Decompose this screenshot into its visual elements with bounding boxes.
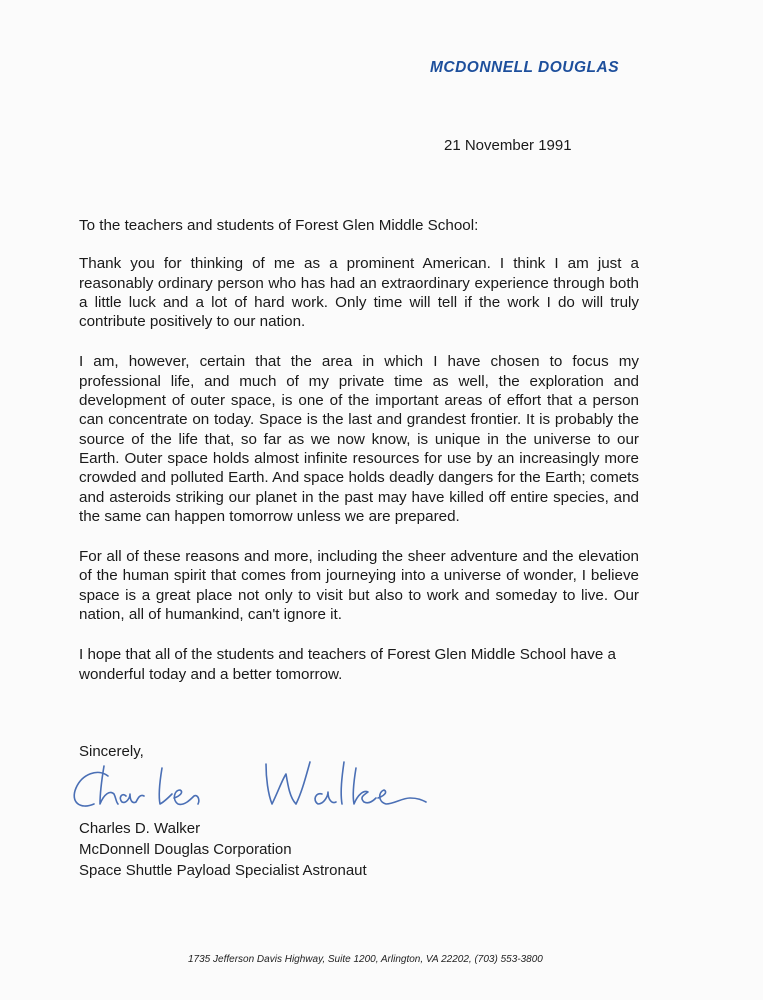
paragraph-4: I hope that all of the students and teachers of Forest Glen Middle School have a wonderful today and a better tomorrow. xyxy=(79,646,616,683)
paragraph-1: Thank you for thinking of me as a prominent American. I think I am just a reasonably ordinary person who has had an extraordinary experience through both a little luck and a lot of hard work. Only time will tell if the work I do will truly contribute positively to our nation. xyxy=(79,255,639,331)
salutation: To the teachers and students of Forest Glen Middle School: xyxy=(79,217,479,234)
footer-address: 1735 Jefferson Davis Highway, Suite 1200, Arlington, VA 22202, (703) 553-3800 xyxy=(188,954,543,965)
company-logo: MCDONNELL DOUGLAS xyxy=(430,59,620,76)
signer-title: Space Shuttle Payload Specialist Astronaut xyxy=(79,862,367,879)
signer-name: Charles D. Walker xyxy=(79,820,201,837)
paragraph-3: For all of these reasons and more, including the sheer adventure and the elevation of the human spirit that comes from journeying into a universe of wonder, I believe space is a great place not only to visit but also to work and someday to live. Our nation, all of humankind, can't ignore it. xyxy=(79,548,639,624)
signer-organization: McDonnell Douglas Corporation xyxy=(79,841,292,858)
letter-body xyxy=(79,216,639,705)
handwritten-signature xyxy=(60,748,430,818)
closing: Sincerely, xyxy=(79,743,144,760)
paragraph-2: I am, however, certain that the area in which I have chosen to focus my professional life, and much of my private time as well, the exploration and development of outer space, is one of the important areas of effort that a person can concentrate on today. Space is the last and grandest frontier. It is probably the source of the life that, so far as we now know, is unique in the universe to our Earth. Outer space holds almost infinite resources for use by an increasingly more crowded and polluted Earth. And space holds deadly dangers for the Earth; comets and asteroids striking our planet in the past may have killed off entire species, and the same can happen tomorrow unless we are prepared. xyxy=(79,353,639,525)
signature-block xyxy=(79,818,367,881)
letter-date: 21 November 1991 xyxy=(444,137,572,154)
